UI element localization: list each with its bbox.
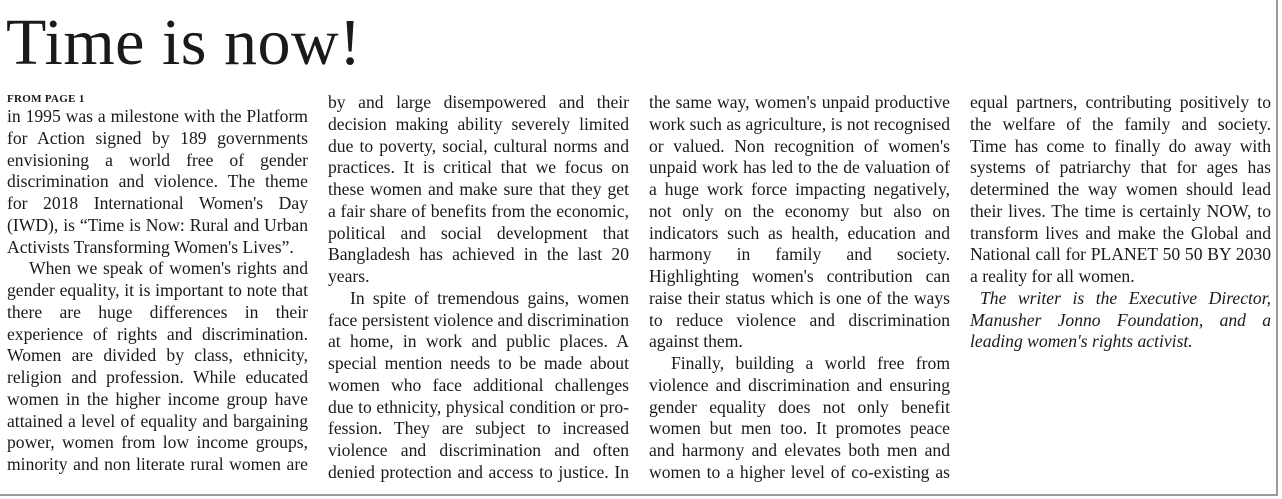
article-paragraph: In spite of tremendous gains, women face persistent violence and discrimination at home, in work and public places. A special mention needs to be made about women who face additional challenges due to ethnicity, physical condition or profession. They are subject to increased violence and discrimination and often denied protection and access to justice. In the same way, women's unpaid productive work such as agriculture, is not recognised or valued. Non recognition of women's unpaid work has led to the de valuation of a huge work force impacting negatively, not only on the economy but also on indicators such as health, education and harmony in family and society. Highlighting women's contribution can raise their status which is one of the ways to reduce violence and discrimination against them.	[328, 92, 950, 482]
article-paragraph: Finally, building a world free from violence and discrimination and ensuring gender equality does not only benefit women but men too. It promotes peace and harmony and elevates both men and women to a higher level of co-existing as equal partners, contributing positively to the welfare of the family and society. Time has come to finally do away with systems of patriarchy that for ages has determined the way women should lead their lives. The time is certainly NOW, to transform lives and make the Global and National call for PLANET 50 50 BY 2030 a reality for all women.	[649, 92, 1271, 482]
article-paragraph: When we speak of women's rights and gender equality, it is important to note that there are huge differences in their experience of rights and discrimination. Women are divided by class, ethnicity, religion and profession. While educated women in the higher income group have attained a level of equality and bargaining power, women from low income groups, minority and non literate rural women are by and large disempowered and their decision making ability severely limited due to poverty, social, cultural norms and practices. It is critical that we focus on these women and make sure that they get a fair share of benefits from the economic, political and social development that Bangladesh has achieved in the last 20 years.	[7, 92, 629, 474]
headline: Time is now!	[6, 6, 362, 79]
kicker-label: FROM PAGE 1	[7, 93, 85, 105]
article-body	[7, 92, 1271, 492]
author-note: The writer is the Executive Director, Manusher Jonno Foundation, and a leading women's rights activist.	[970, 287, 1271, 352]
article-paragraph: in 1995 was a milestone with the Platform for Action signed by 189 governments envisioning a world free of gender discrimination and violence. The theme for 2018 International Women's Day (IWD), is “Time is Now: Rural and Urban Activists Transforming Women's Lives”.	[7, 106, 308, 257]
